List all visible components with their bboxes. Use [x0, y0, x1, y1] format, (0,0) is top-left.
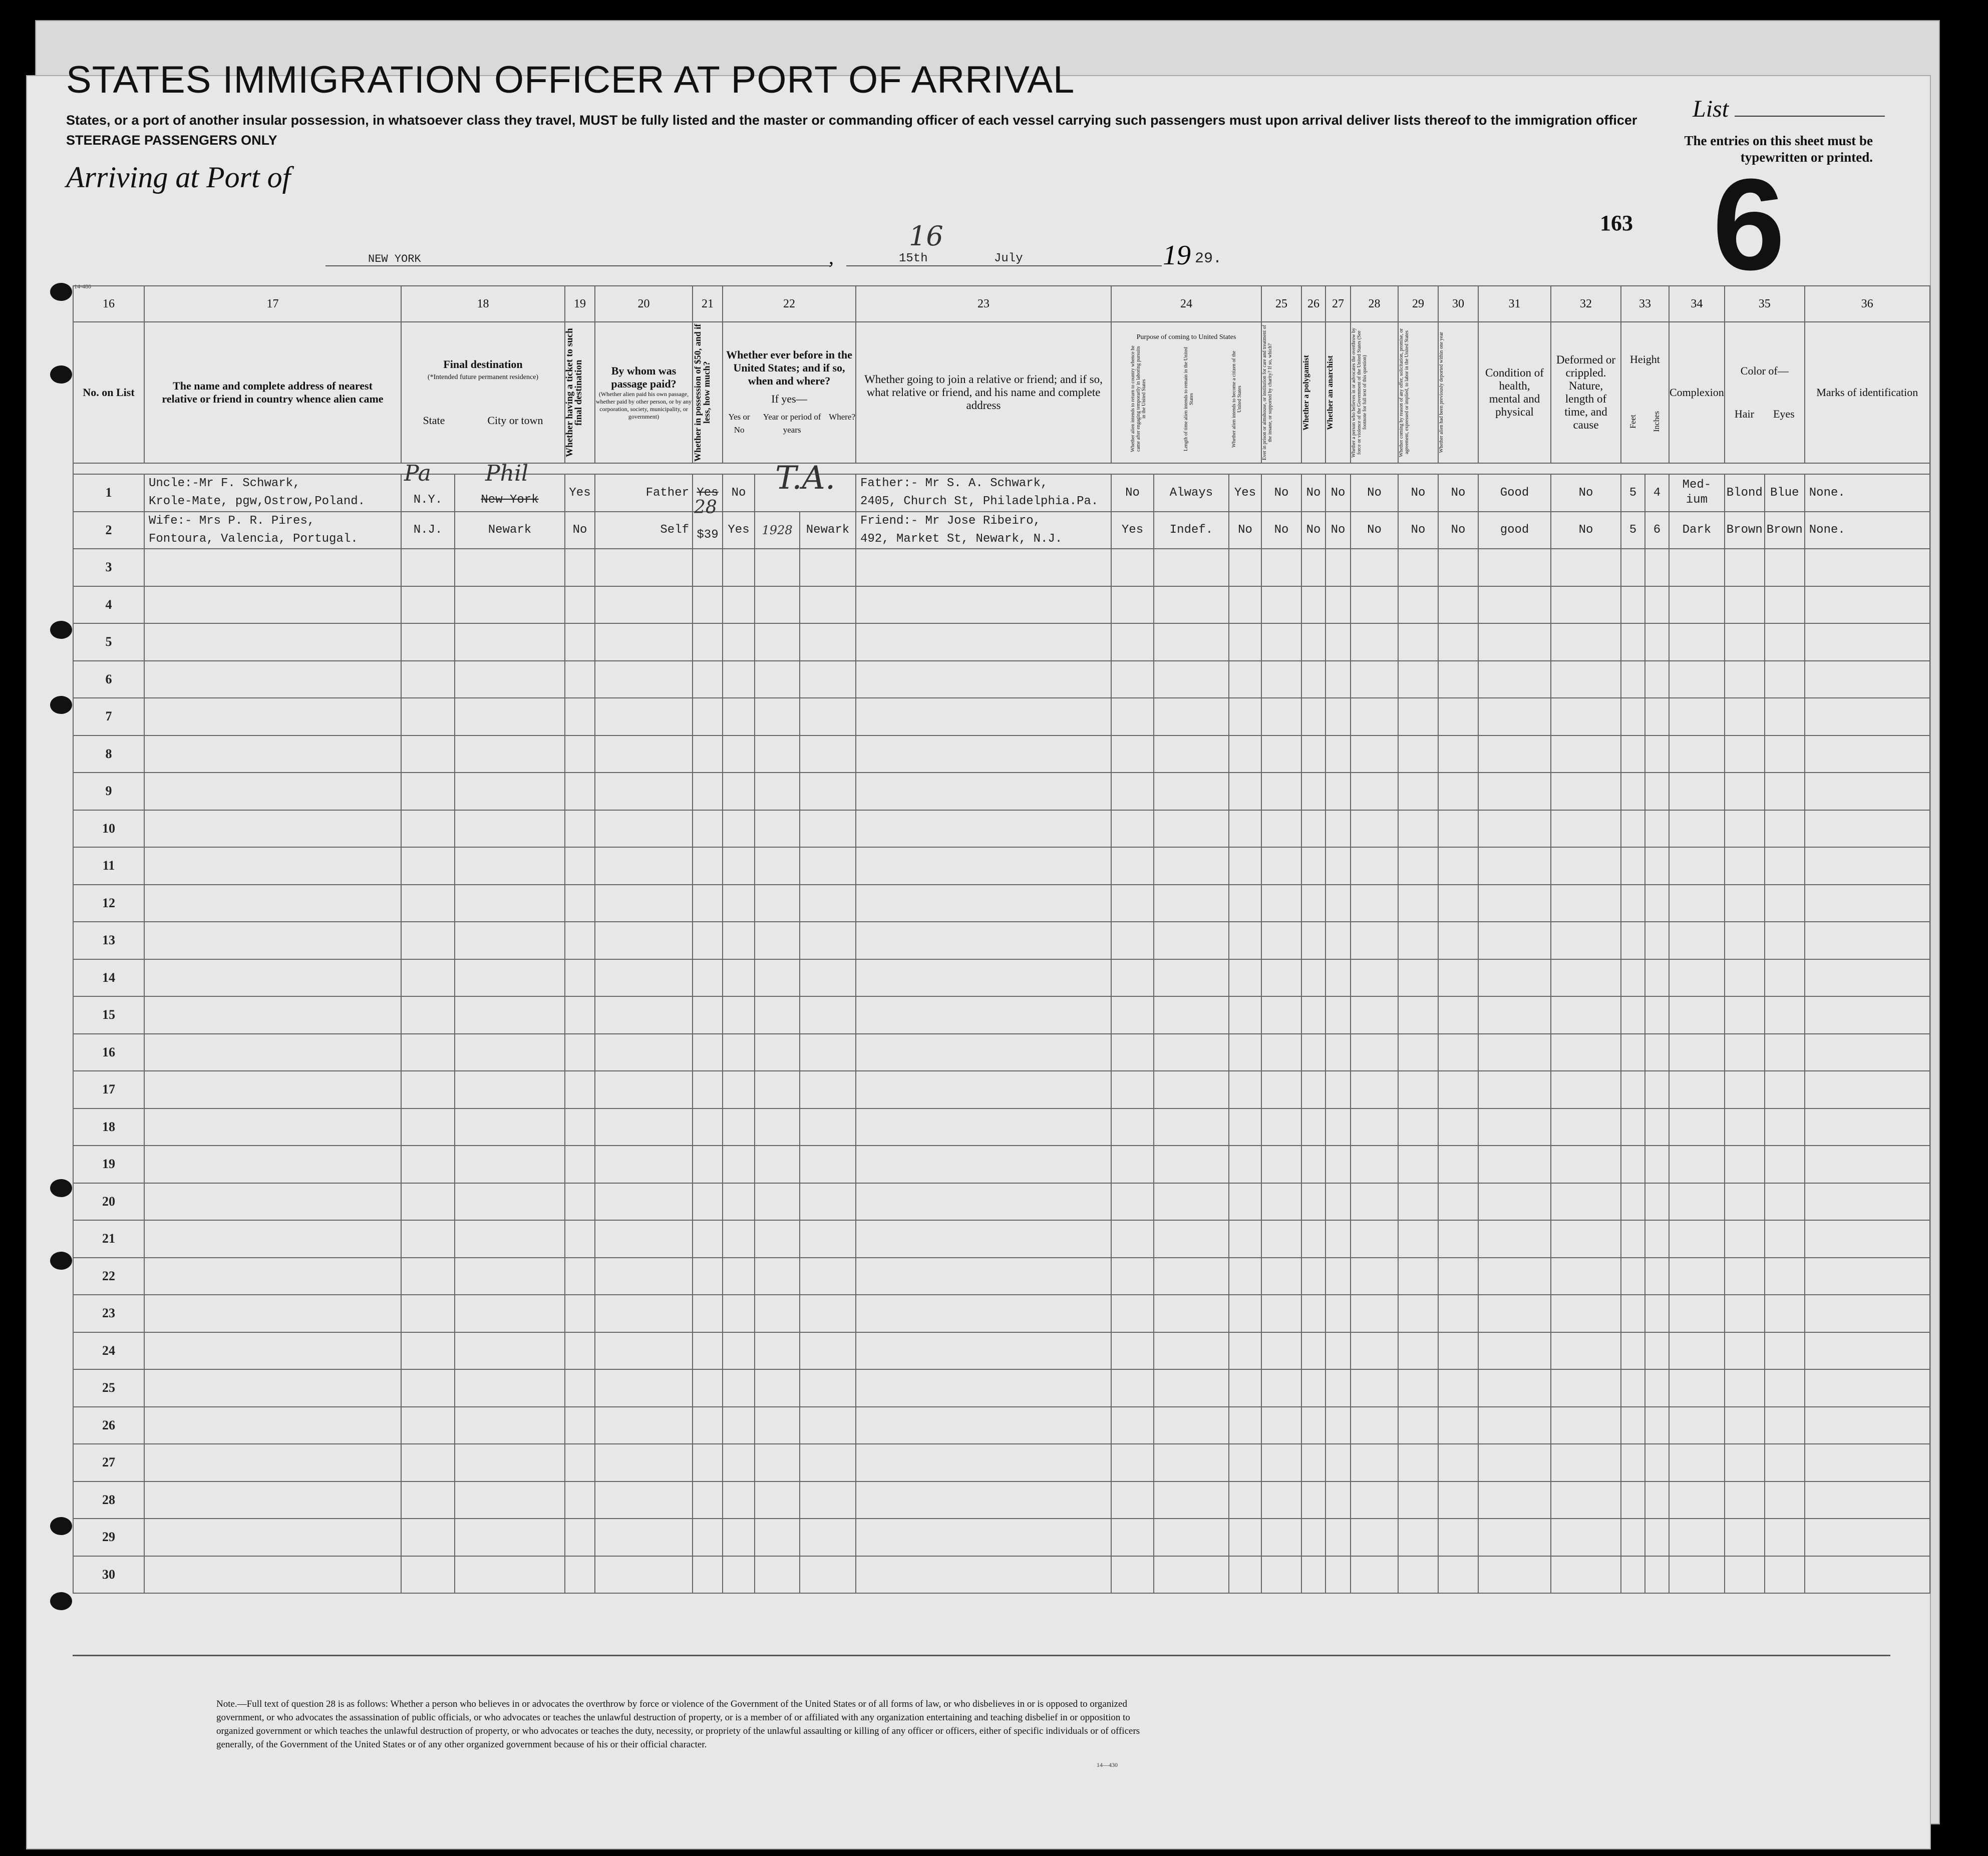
row-number: 26	[73, 1407, 144, 1444]
row-number: 15	[73, 996, 144, 1034]
port-name: NEW YORK	[368, 253, 421, 265]
row-number: 21	[73, 1220, 144, 1258]
col-number-23: 23	[856, 286, 1111, 322]
table-row	[73, 1258, 1930, 1295]
punch-hole	[50, 283, 72, 301]
header-polygamist: Whether a polygamist	[1301, 322, 1326, 463]
row-number: 7	[73, 698, 144, 735]
punch-hole	[50, 1179, 72, 1197]
list-label: List	[1693, 95, 1885, 123]
punch-hole	[50, 696, 72, 714]
header-fifty-dollars: Whether in possession of $50, and if less, how much?	[693, 322, 723, 463]
table-row	[73, 735, 1930, 773]
row-number: 25	[73, 1369, 144, 1407]
table-row	[73, 1295, 1930, 1332]
ticket-value: Yes	[565, 474, 595, 512]
header-final-destination: Final destination (*Intended future permanent residence) State City or town	[401, 322, 565, 463]
table-row	[73, 773, 1930, 810]
form-code-top: 14-480	[74, 283, 91, 290]
row-number: 5	[73, 623, 144, 661]
col-number-25: 25	[1261, 286, 1301, 322]
col-number-31: 31	[1478, 286, 1551, 322]
punch-hole	[50, 1252, 72, 1270]
before-annotation: T.A.	[755, 474, 856, 512]
col-number-19: 19	[565, 286, 595, 322]
table-row	[73, 847, 1930, 885]
table-bottom-rule	[73, 1655, 1890, 1656]
row-number: 12	[73, 885, 144, 922]
empty-rows	[73, 549, 1930, 1593]
table-row	[73, 698, 1930, 735]
year-handwritten: 1928	[755, 512, 800, 549]
row-number: 30	[73, 1556, 144, 1594]
header-passage-paid: By whom was passage paid? (Whether alien paid his own passage, whether paid by other person, or by any corporation, society, municipality, or government)	[595, 322, 693, 463]
table-row	[73, 1108, 1930, 1146]
table-row	[73, 996, 1930, 1034]
row-number: 13	[73, 922, 144, 959]
sheet-number: 163	[1600, 211, 1633, 235]
row-number: 4	[73, 586, 144, 624]
row-number: 3	[73, 549, 144, 586]
table-row	[73, 1071, 1930, 1108]
table-row	[73, 623, 1930, 661]
table-row	[73, 1332, 1930, 1370]
form-code-bottom: 14—430	[1097, 1761, 1118, 1768]
page-title: STATES IMMIGRATION OFFICER AT PORT OF ARRIVAL	[66, 59, 1075, 101]
row-number: 24	[73, 1332, 144, 1370]
manifest-table	[73, 285, 1930, 1594]
table-row	[73, 922, 1930, 959]
col-number-26: 26	[1301, 286, 1326, 322]
table-row	[73, 586, 1930, 624]
row-number: 27	[73, 1444, 144, 1481]
col-number-17: 17	[144, 286, 401, 322]
page-subtitle: States, or a port of another insular possession, in whatsoever class they travel, MUST be fully listed and the master or commanding officer of each vessel carrying such passengers must upon arrival deliver lists thereof to the immigration officer STEERAGE PASSENGERS ONLY	[66, 113, 1637, 148]
col-number-35: 35	[1725, 286, 1805, 322]
money-value: 28 $39	[693, 512, 723, 549]
punch-hole	[50, 621, 72, 639]
col-number-21: 21	[693, 286, 723, 322]
row-number: 6	[73, 661, 144, 698]
footnote: Note.—Full text of question 28 is as follows: Whether a person who believes in or advocates the overthrow by force or violence of the Government of the United States or of all forms of law, or who disbelieves in or is opposed to organized government, or who advocates the assassination of public officials, or who advocates or teaches the unlawful destruction of property, or is a member of or affiliated with any organization entertaining and teaching disbelief in or opposition to organized government or which teaches the unlawful destruction of property, or who advocates or teaches the duty, necessity, or propriety of the unlawful assaulting or killing of any officer or officers, either of specific individuals or of officers generally, of the Government of the United States or of any other organized government because of his or their official character.	[216, 1699, 1140, 1750]
col-number-33: 33	[1621, 286, 1669, 322]
joining-address: Friend:- Mr Jose Ribeiro, 492, Market St, Newark, N.J.	[856, 512, 1111, 549]
complexion-value: Med- ium	[1669, 474, 1725, 512]
table-row	[73, 1369, 1930, 1407]
row-number: 11	[73, 847, 144, 885]
header-no-on-list: No. on List	[73, 322, 144, 463]
header-anarchist: Whether an anarchist	[1326, 322, 1351, 463]
arrival-month: July	[994, 252, 1023, 265]
relative-address: Wife:- Mrs P. R. Pires, Fontoura, Valencia, Portugal.	[144, 512, 401, 549]
header-deformed: Deformed or crippled. Nature, length of time, and cause	[1551, 322, 1621, 463]
dest-city: Phil New York	[455, 474, 565, 512]
col-number-27: 27	[1326, 286, 1351, 322]
money-value: Yes	[693, 474, 723, 512]
table-row	[73, 1220, 1930, 1258]
table-row	[73, 1444, 1930, 1481]
table-row	[73, 1481, 1930, 1519]
col-number-24: 24	[1111, 286, 1261, 322]
table-row	[73, 1034, 1930, 1071]
row-number: 20	[73, 1183, 144, 1221]
port-underline	[325, 265, 831, 266]
list-number: 6	[1713, 152, 1785, 297]
year-prefix: 19	[1163, 240, 1191, 271]
year-suffix: 29.	[1195, 250, 1222, 267]
paid-by-value: Father	[595, 474, 693, 512]
col-number-32: 32	[1551, 286, 1621, 322]
col-number-22: 22	[723, 286, 856, 322]
header-nearest-relative: The name and complete address of nearest relative or friend in country whence alien came	[144, 322, 401, 463]
dest-state: Pa N.Y.	[401, 474, 455, 512]
table-row	[73, 661, 1930, 698]
table-row	[73, 810, 1930, 848]
col-number-28: 28	[1351, 286, 1398, 322]
header-joining-relative: Whether going to join a relative or friend; and if so, what relative or friend, and his name and complete address	[856, 322, 1111, 463]
row-number: 22	[73, 1258, 144, 1295]
table-row	[73, 1146, 1930, 1183]
header-color-of: Color of— Hair Eyes	[1725, 322, 1805, 463]
header-marks: Marks of identification	[1805, 322, 1930, 463]
table-row: 2 Wife:- Mrs P. R. Pires, Fontoura, Valencia, Portugal. N.J. Newark No Self 28 $39 Yes 1928 Newark Friend:- Mr Jose Ribeiro, 492, Market St, Newark, N.J. Yes Indef. No No No No No No No good No 5 6 Dark Brown Brown None.	[73, 512, 1930, 549]
table-row	[73, 1407, 1930, 1444]
col-number-34: 34	[1669, 286, 1725, 322]
joining-address: Father:- Mr S. A. Schwark, 2405, Church St, Philadelphia.Pa.	[856, 474, 1111, 512]
header-complexion: Complexion	[1669, 322, 1725, 463]
row-number: 29	[73, 1519, 144, 1556]
header-health: Condition of health, mental and physical	[1478, 322, 1551, 463]
row-number: 10	[73, 810, 144, 848]
arrival-day-handwritten: 16	[909, 220, 943, 252]
header-question-28: Whether a person who believes in or advocates the overthrow by force or violence of the Government of the United States (See footnote for full text of this question)	[1351, 322, 1398, 463]
header-height: Height Feet Inches	[1621, 322, 1669, 463]
table-row: 1 Uncle:-Mr F. Schwark, Krole-Mate, pgw,Ostrow,Poland. Pa N.Y. Phil New York Yes Father Yes No T.A. Father:- Mr S. A. Schwark, 2405, Church St, Philadelphia.Pa. No Always Yes No No No No No No Good No 5 4 Med- ium Blond Blue None.	[73, 474, 1930, 512]
relative-address: Uncle:-Mr F. Schwark, Krole-Mate, pgw,Ostrow,Poland.	[144, 474, 401, 512]
row-number: 9	[73, 773, 144, 810]
row-number: 17	[73, 1071, 144, 1108]
header-before-in-us: Whether ever before in the United States; and if so, when and where? If yes— Yes or No Year or period of years Where?	[723, 322, 856, 463]
punch-hole	[50, 1592, 72, 1610]
table-row	[73, 549, 1930, 586]
header-prison: Ever in prison or almshouse, or institution for care and treatment of the insane, or supported by charity? If so, which?	[1261, 322, 1301, 463]
col-number-16: 16	[73, 286, 144, 322]
header-labor-offer: Whether coming by reason of any offer, solicitation, promise, or agreement, expressed or implied, to labor in the United States	[1398, 322, 1438, 463]
col-number-29: 29	[1398, 286, 1438, 322]
table-row	[73, 959, 1930, 997]
table-row	[73, 885, 1930, 922]
punch-hole	[50, 1517, 72, 1535]
table-row	[73, 1519, 1930, 1556]
col-number-18: 18	[401, 286, 565, 322]
row-number: 18	[73, 1108, 144, 1146]
row-number: 16	[73, 1034, 144, 1071]
row-number: 8	[73, 735, 144, 773]
row-number: 23	[73, 1295, 144, 1332]
date-underline	[846, 265, 1162, 266]
arriving-label: Arriving at Port of	[66, 161, 291, 194]
col-number-36: 36	[1805, 286, 1930, 322]
row-number: 19	[73, 1146, 144, 1183]
header-purpose: Purpose of coming to United States Whether alien intends to return to country whence he came after engaging temporarily in laboring pursuits in the United States Length of time alien intends to remain in the United States Whether alien intends to become a citizen of the United States	[1111, 322, 1261, 463]
typewritten-note: The entries on this sheet must be typewritten or printed.	[1684, 133, 1873, 165]
header-deported: Whether alien had been previously deported within one year	[1438, 322, 1478, 463]
row-number: 28	[73, 1481, 144, 1519]
col-number-30: 30	[1438, 286, 1478, 322]
before-value: No	[723, 474, 755, 512]
col-number-20: 20	[595, 286, 693, 322]
table-row	[73, 1556, 1930, 1594]
table-row	[73, 1183, 1930, 1221]
header-ticket: Whether having a ticket to such final destination	[565, 322, 595, 463]
punch-hole	[50, 365, 72, 384]
arrival-day: 15th	[899, 252, 928, 265]
row-number: 14	[73, 959, 144, 997]
